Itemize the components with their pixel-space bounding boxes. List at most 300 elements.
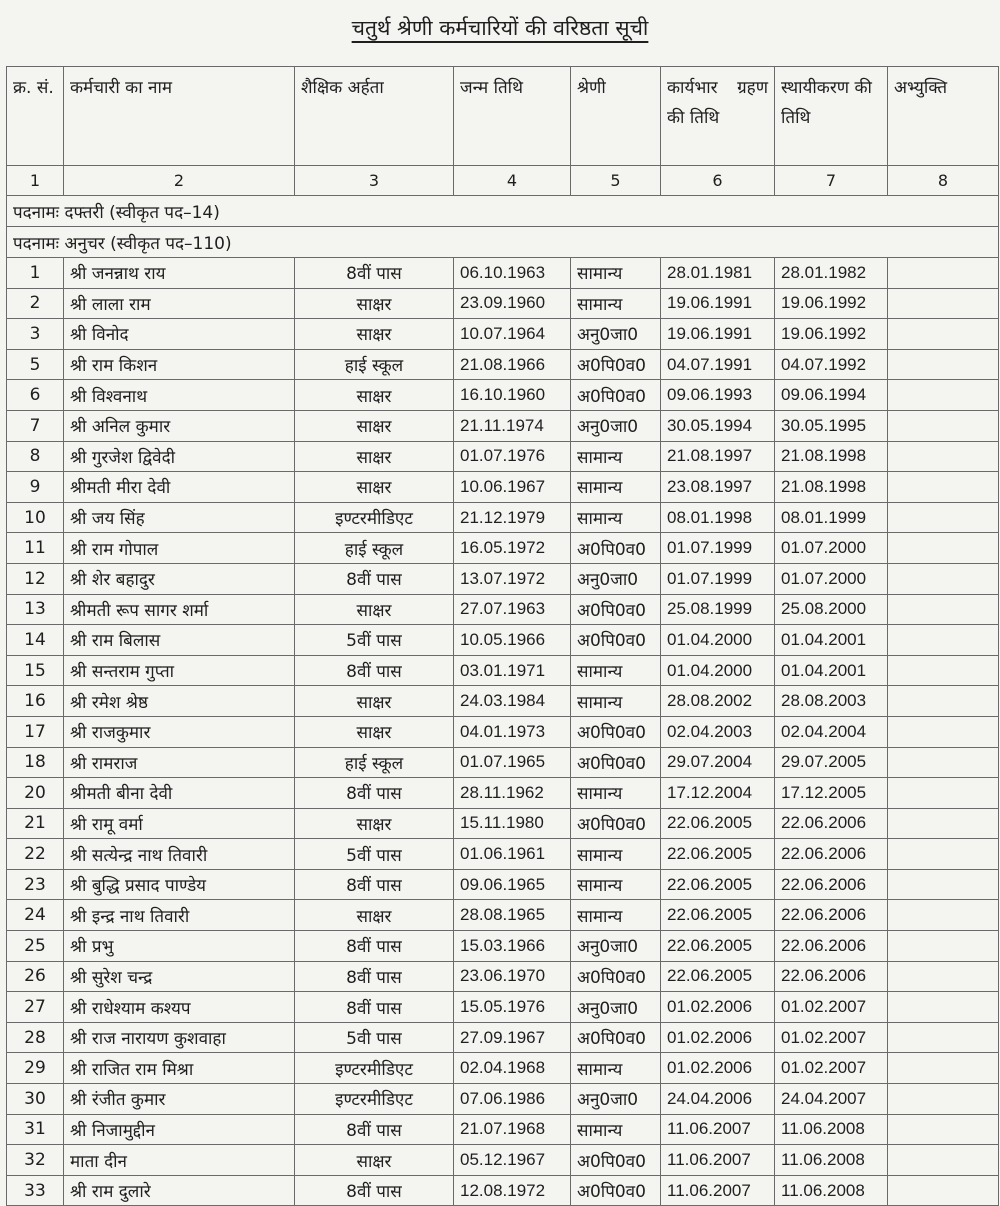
cell-category: सामान्य	[571, 288, 661, 319]
cell-confirmation-date: 01.04.2001	[775, 625, 888, 656]
cell-serial: 7	[7, 410, 64, 441]
table-row	[7, 441, 999, 472]
cell-remarks	[888, 961, 999, 992]
table-row	[7, 1022, 999, 1053]
cell-confirmation-date: 01.07.2000	[775, 563, 888, 594]
cell-remarks	[888, 258, 999, 289]
cell-remarks	[888, 778, 999, 809]
cell-category: अ0पि0व0	[571, 747, 661, 778]
cell-employee-name: श्रीमती मीरा देवी	[64, 472, 295, 503]
cell-employee-name: श्री सत्येन्द्र नाथ तिवारी	[64, 839, 295, 870]
cell-remarks	[888, 1084, 999, 1115]
cell-confirmation-date: 11.06.2008	[775, 1145, 888, 1176]
cell-category: अनु0जा0	[571, 931, 661, 962]
cell-date-of-birth: 04.01.1973	[454, 716, 571, 747]
header-joining-date: कार्यभार ग्रहण की तिथि	[661, 67, 775, 166]
table-row	[7, 533, 999, 564]
cell-joining-date: 25.08.1999	[661, 594, 775, 625]
cell-remarks	[888, 686, 999, 717]
cell-employee-name: श्री राधेश्याम कश्यप	[64, 992, 295, 1023]
cell-serial: 27	[7, 992, 64, 1023]
cell-confirmation-date: 29.07.2005	[775, 747, 888, 778]
cell-confirmation-date: 22.06.2006	[775, 931, 888, 962]
cell-employee-name: श्री लाला राम	[64, 288, 295, 319]
cell-joining-date: 01.02.2006	[661, 992, 775, 1023]
cell-category: अ0पि0व0	[571, 349, 661, 380]
header-dob: जन्म तिथि	[454, 67, 571, 166]
table-row	[7, 472, 999, 503]
cell-qualification: इण्टरमीडिएट	[295, 1084, 454, 1115]
cell-serial: 9	[7, 472, 64, 503]
cell-category: अ0पि0व0	[571, 533, 661, 564]
cell-employee-name: श्री रमेश श्रेष्ठ	[64, 686, 295, 717]
cell-category: सामान्य	[571, 472, 661, 503]
table-row	[7, 1145, 999, 1176]
cell-category: अनु0जा0	[571, 1084, 661, 1115]
cell-remarks	[888, 808, 999, 839]
cell-joining-date: 29.07.2004	[661, 747, 775, 778]
cell-date-of-birth: 28.11.1962	[454, 778, 571, 809]
cell-confirmation-date: 22.06.2006	[775, 869, 888, 900]
document-title-text: चतुर्थ श्रेणी कर्मचारियों की वरिष्ठता सूची	[351, 16, 649, 40]
cell-qualification: साक्षर	[295, 380, 454, 411]
table-row	[7, 349, 999, 380]
cell-confirmation-date: 02.04.2004	[775, 716, 888, 747]
cell-qualification: 8वीं पास	[295, 1175, 454, 1206]
post-heading-row	[7, 227, 999, 258]
cell-remarks	[888, 1114, 999, 1145]
cell-remarks	[888, 563, 999, 594]
cell-remarks	[888, 319, 999, 350]
cell-category: अ0पि0व0	[571, 716, 661, 747]
cell-employee-name: श्री राम गोपाल	[64, 533, 295, 564]
cell-confirmation-date: 01.04.2001	[775, 655, 888, 686]
header-confirmation-date: स्थायीकरण की तिथि	[775, 67, 888, 166]
cell-serial: 23	[7, 869, 64, 900]
cell-date-of-birth: 15.11.1980	[454, 808, 571, 839]
cell-qualification: 8वीं पास	[295, 258, 454, 289]
cell-serial: 29	[7, 1053, 64, 1084]
cell-qualification: साक्षर	[295, 594, 454, 625]
cell-serial: 16	[7, 686, 64, 717]
cell-confirmation-date: 22.06.2006	[775, 808, 888, 839]
cell-serial: 1	[7, 258, 64, 289]
cell-date-of-birth: 21.11.1974	[454, 410, 571, 441]
cell-serial: 14	[7, 625, 64, 656]
cell-qualification: 8वीं पास	[295, 778, 454, 809]
post-heading-daftari: पदनामः दफ्तरी (स्वीकृत पद–14)	[7, 196, 999, 227]
cell-qualification: साक्षर	[295, 808, 454, 839]
cell-serial: 12	[7, 563, 64, 594]
cell-date-of-birth: 06.10.1963	[454, 258, 571, 289]
cell-date-of-birth: 27.09.1967	[454, 1022, 571, 1053]
cell-confirmation-date: 11.06.2008	[775, 1175, 888, 1206]
cell-serial: 20	[7, 778, 64, 809]
table-row	[7, 686, 999, 717]
table-row	[7, 839, 999, 870]
cell-joining-date: 01.02.2006	[661, 1053, 775, 1084]
column-number: 3	[295, 166, 454, 196]
table-row	[7, 716, 999, 747]
cell-category: अ0पि0व0	[571, 1175, 661, 1206]
table-row	[7, 288, 999, 319]
cell-date-of-birth: 23.09.1960	[454, 288, 571, 319]
column-number: 4	[454, 166, 571, 196]
cell-serial: 28	[7, 1022, 64, 1053]
cell-qualification: साक्षर	[295, 900, 454, 931]
cell-qualification: हाई स्कूल	[295, 747, 454, 778]
cell-date-of-birth: 01.07.1976	[454, 441, 571, 472]
cell-serial: 22	[7, 839, 64, 870]
column-number: 1	[7, 166, 64, 196]
table-row	[7, 655, 999, 686]
cell-remarks	[888, 1022, 999, 1053]
cell-employee-name: श्री राम दुलारे	[64, 1175, 295, 1206]
cell-remarks	[888, 594, 999, 625]
cell-serial: 11	[7, 533, 64, 564]
cell-qualification: साक्षर	[295, 319, 454, 350]
cell-date-of-birth: 05.12.1967	[454, 1145, 571, 1176]
cell-date-of-birth: 10.06.1967	[454, 472, 571, 503]
cell-date-of-birth: 07.06.1986	[454, 1084, 571, 1115]
cell-employee-name: श्री जय सिंह	[64, 502, 295, 533]
cell-category: अनु0जा0	[571, 410, 661, 441]
cell-date-of-birth: 21.07.1968	[454, 1114, 571, 1145]
cell-remarks	[888, 992, 999, 1023]
cell-confirmation-date: 21.08.1998	[775, 441, 888, 472]
cell-serial: 2	[7, 288, 64, 319]
cell-remarks	[888, 349, 999, 380]
cell-employee-name: श्री विश्वनाथ	[64, 380, 295, 411]
column-number: 7	[775, 166, 888, 196]
cell-joining-date: 11.06.2007	[661, 1175, 775, 1206]
cell-joining-date: 22.06.2005	[661, 900, 775, 931]
cell-category: अ0पि0व0	[571, 961, 661, 992]
cell-serial: 10	[7, 502, 64, 533]
table-row	[7, 869, 999, 900]
cell-joining-date: 04.07.1991	[661, 349, 775, 380]
table-row	[7, 747, 999, 778]
cell-remarks	[888, 869, 999, 900]
cell-confirmation-date: 01.02.2007	[775, 992, 888, 1023]
cell-serial: 30	[7, 1084, 64, 1115]
cell-serial: 6	[7, 380, 64, 411]
cell-confirmation-date: 22.06.2006	[775, 839, 888, 870]
cell-category: सामान्य	[571, 839, 661, 870]
cell-remarks	[888, 839, 999, 870]
cell-category: सामान्य	[571, 869, 661, 900]
column-number-row	[7, 166, 999, 196]
cell-employee-name: श्री सन्तराम गुप्ता	[64, 655, 295, 686]
cell-date-of-birth: 21.08.1966	[454, 349, 571, 380]
cell-remarks	[888, 1175, 999, 1206]
cell-joining-date: 02.04.2003	[661, 716, 775, 747]
cell-qualification: साक्षर	[295, 686, 454, 717]
cell-employee-name: श्री राम बिलास	[64, 625, 295, 656]
cell-confirmation-date: 21.08.1998	[775, 472, 888, 503]
cell-remarks	[888, 288, 999, 319]
cell-serial: 25	[7, 931, 64, 962]
table-row	[7, 931, 999, 962]
table-row	[7, 992, 999, 1023]
cell-category: अ0पि0व0	[571, 808, 661, 839]
column-number: 5	[571, 166, 661, 196]
cell-confirmation-date: 22.06.2006	[775, 900, 888, 931]
cell-confirmation-date: 09.06.1994	[775, 380, 888, 411]
cell-employee-name: श्री अनिल कुमार	[64, 410, 295, 441]
cell-category: अनु0जा0	[571, 319, 661, 350]
cell-qualification: 8वीं पास	[295, 961, 454, 992]
table-row	[7, 1114, 999, 1145]
cell-employee-name: श्री राजकुमार	[64, 716, 295, 747]
cell-joining-date: 22.06.2005	[661, 839, 775, 870]
header-qualification: शैक्षिक अर्हता	[295, 67, 454, 166]
cell-qualification: हाई स्कूल	[295, 349, 454, 380]
header-serial: क्र. सं.	[7, 67, 64, 166]
cell-confirmation-date: 28.01.1982	[775, 258, 888, 289]
cell-qualification: इण्टरमीडिएट	[295, 1053, 454, 1084]
cell-serial: 8	[7, 441, 64, 472]
header-name: कर्मचारी का नाम	[64, 67, 295, 166]
cell-joining-date: 01.04.2000	[661, 625, 775, 656]
table-row	[7, 258, 999, 289]
cell-employee-name: माता दीन	[64, 1145, 295, 1176]
cell-qualification: 8वीं पास	[295, 563, 454, 594]
cell-qualification: साक्षर	[295, 1145, 454, 1176]
cell-category: अ0पि0व0	[571, 1145, 661, 1176]
table-row	[7, 1053, 999, 1084]
cell-category: अ0पि0व0	[571, 1022, 661, 1053]
cell-category: सामान्य	[571, 686, 661, 717]
cell-category: सामान्य	[571, 778, 661, 809]
cell-qualification: 8वीं पास	[295, 655, 454, 686]
cell-serial: 15	[7, 655, 64, 686]
table-row	[7, 563, 999, 594]
cell-joining-date: 19.06.1991	[661, 319, 775, 350]
cell-joining-date: 21.08.1997	[661, 441, 775, 472]
cell-date-of-birth: 21.12.1979	[454, 502, 571, 533]
cell-date-of-birth: 01.06.1961	[454, 839, 571, 870]
cell-joining-date: 30.05.1994	[661, 410, 775, 441]
cell-category: अ0पि0व0	[571, 625, 661, 656]
document-title	[0, 14, 1000, 42]
cell-joining-date: 11.06.2007	[661, 1145, 775, 1176]
table-row	[7, 961, 999, 992]
cell-date-of-birth: 10.05.1966	[454, 625, 571, 656]
cell-date-of-birth: 23.06.1970	[454, 961, 571, 992]
cell-serial: 3	[7, 319, 64, 350]
cell-date-of-birth: 28.08.1965	[454, 900, 571, 931]
cell-employee-name: श्री निजामुद्दीन	[64, 1114, 295, 1145]
cell-confirmation-date: 22.06.2006	[775, 961, 888, 992]
cell-serial: 32	[7, 1145, 64, 1176]
cell-date-of-birth: 16.05.1972	[454, 533, 571, 564]
cell-remarks	[888, 716, 999, 747]
cell-remarks	[888, 655, 999, 686]
cell-category: सामान्य	[571, 655, 661, 686]
cell-qualification: साक्षर	[295, 441, 454, 472]
column-number: 2	[64, 166, 295, 196]
cell-date-of-birth: 01.07.1965	[454, 747, 571, 778]
cell-serial: 24	[7, 900, 64, 931]
cell-date-of-birth: 13.07.1972	[454, 563, 571, 594]
cell-joining-date: 24.04.2006	[661, 1084, 775, 1115]
cell-employee-name: श्री सुरेश चन्द्र	[64, 961, 295, 992]
cell-joining-date: 19.06.1991	[661, 288, 775, 319]
cell-qualification: 8वीं पास	[295, 1114, 454, 1145]
header-row	[7, 67, 999, 166]
cell-category: अ0पि0व0	[571, 594, 661, 625]
cell-qualification: इण्टरमीडिएट	[295, 502, 454, 533]
cell-serial: 13	[7, 594, 64, 625]
cell-serial: 21	[7, 808, 64, 839]
table-row	[7, 900, 999, 931]
cell-joining-date: 22.06.2005	[661, 961, 775, 992]
cell-employee-name: श्री रंजीत कुमार	[64, 1084, 295, 1115]
cell-remarks	[888, 502, 999, 533]
cell-remarks	[888, 1145, 999, 1176]
cell-confirmation-date: 08.01.1999	[775, 502, 888, 533]
cell-remarks	[888, 747, 999, 778]
cell-employee-name: श्री रामू वर्मा	[64, 808, 295, 839]
post-heading-anuchar: पदनामः अनुचर (स्वीकृत पद–110)	[7, 227, 999, 258]
column-number: 6	[661, 166, 775, 196]
cell-employee-name: श्री राम किशन	[64, 349, 295, 380]
cell-remarks	[888, 533, 999, 564]
cell-confirmation-date: 11.06.2008	[775, 1114, 888, 1145]
cell-serial: 31	[7, 1114, 64, 1145]
cell-confirmation-date: 01.02.2007	[775, 1022, 888, 1053]
cell-qualification: साक्षर	[295, 472, 454, 503]
cell-joining-date: 01.04.2000	[661, 655, 775, 686]
cell-confirmation-date: 01.02.2007	[775, 1053, 888, 1084]
cell-category: अ0पि0व0	[571, 380, 661, 411]
cell-remarks	[888, 625, 999, 656]
cell-serial: 33	[7, 1175, 64, 1206]
cell-serial: 18	[7, 747, 64, 778]
table-row	[7, 808, 999, 839]
cell-qualification: साक्षर	[295, 410, 454, 441]
cell-employee-name: श्री जनन्नाथ राय	[64, 258, 295, 289]
cell-employee-name: श्री प्रभु	[64, 931, 295, 962]
cell-date-of-birth: 09.06.1965	[454, 869, 571, 900]
table-row	[7, 1175, 999, 1206]
cell-joining-date: 01.07.1999	[661, 533, 775, 564]
cell-qualification: 8वीं पास	[295, 869, 454, 900]
cell-remarks	[888, 1053, 999, 1084]
cell-employee-name: श्री विनोद	[64, 319, 295, 350]
seniority-table	[6, 66, 999, 1206]
cell-employee-name: श्रीमती बीना देवी	[64, 778, 295, 809]
cell-category: अनु0जा0	[571, 563, 661, 594]
cell-remarks	[888, 472, 999, 503]
cell-date-of-birth: 02.04.1968	[454, 1053, 571, 1084]
table-row	[7, 778, 999, 809]
cell-qualification: हाई स्कूल	[295, 533, 454, 564]
cell-date-of-birth: 15.03.1966	[454, 931, 571, 962]
cell-employee-name: श्री इन्द्र नाथ तिवारी	[64, 900, 295, 931]
cell-qualification: साक्षर	[295, 716, 454, 747]
table-row	[7, 1084, 999, 1115]
cell-date-of-birth: 15.05.1976	[454, 992, 571, 1023]
table-row	[7, 380, 999, 411]
cell-serial: 26	[7, 961, 64, 992]
cell-confirmation-date: 04.07.1992	[775, 349, 888, 380]
cell-date-of-birth: 10.07.1964	[454, 319, 571, 350]
cell-serial: 17	[7, 716, 64, 747]
cell-date-of-birth: 24.03.1984	[454, 686, 571, 717]
cell-confirmation-date: 24.04.2007	[775, 1084, 888, 1115]
cell-employee-name: श्री शेर बहादुर	[64, 563, 295, 594]
header-remarks: अभ्युक्ति	[888, 67, 999, 166]
cell-confirmation-date: 30.05.1995	[775, 410, 888, 441]
cell-joining-date: 23.08.1997	[661, 472, 775, 503]
cell-date-of-birth: 16.10.1960	[454, 380, 571, 411]
cell-category: सामान्य	[571, 258, 661, 289]
cell-employee-name: श्रीमती रूप सागर शर्मा	[64, 594, 295, 625]
table-row	[7, 319, 999, 350]
table-row	[7, 625, 999, 656]
cell-remarks	[888, 410, 999, 441]
cell-joining-date: 28.01.1981	[661, 258, 775, 289]
cell-category: सामान्य	[571, 1053, 661, 1084]
header-category: श्रेणी	[571, 67, 661, 166]
cell-employee-name: श्री राज नारायण कुशवाहा	[64, 1022, 295, 1053]
cell-category: सामान्य	[571, 441, 661, 472]
cell-joining-date: 11.06.2007	[661, 1114, 775, 1145]
cell-qualification: 5वी पास	[295, 1022, 454, 1053]
cell-serial: 5	[7, 349, 64, 380]
cell-joining-date: 22.06.2005	[661, 931, 775, 962]
cell-joining-date: 17.12.2004	[661, 778, 775, 809]
cell-employee-name: श्री राजित राम मिश्रा	[64, 1053, 295, 1084]
cell-remarks	[888, 380, 999, 411]
cell-category: सामान्य	[571, 1114, 661, 1145]
cell-joining-date: 28.08.2002	[661, 686, 775, 717]
cell-category: सामान्य	[571, 900, 661, 931]
cell-qualification: 8वीं पास	[295, 931, 454, 962]
cell-employee-name: श्री बुद्धि प्रसाद पाण्डेय	[64, 869, 295, 900]
cell-category: अनु0जा0	[571, 992, 661, 1023]
cell-employee-name: श्री रामराज	[64, 747, 295, 778]
cell-confirmation-date: 28.08.2003	[775, 686, 888, 717]
column-number: 8	[888, 166, 999, 196]
cell-qualification: 5वीं पास	[295, 625, 454, 656]
cell-confirmation-date: 25.08.2000	[775, 594, 888, 625]
cell-joining-date: 22.06.2005	[661, 869, 775, 900]
table-row	[7, 410, 999, 441]
cell-confirmation-date: 01.07.2000	[775, 533, 888, 564]
cell-category: सामान्य	[571, 502, 661, 533]
cell-joining-date: 09.06.1993	[661, 380, 775, 411]
cell-remarks	[888, 931, 999, 962]
cell-joining-date: 01.07.1999	[661, 563, 775, 594]
cell-confirmation-date: 17.12.2005	[775, 778, 888, 809]
cell-joining-date: 22.06.2005	[661, 808, 775, 839]
cell-date-of-birth: 03.01.1971	[454, 655, 571, 686]
cell-date-of-birth: 12.08.1972	[454, 1175, 571, 1206]
cell-confirmation-date: 19.06.1992	[775, 288, 888, 319]
cell-joining-date: 01.02.2006	[661, 1022, 775, 1053]
post-heading-row	[7, 196, 999, 227]
cell-qualification: 5वीं पास	[295, 839, 454, 870]
table-row	[7, 594, 999, 625]
cell-employee-name: श्री गुरजेश द्विवेदी	[64, 441, 295, 472]
cell-remarks	[888, 900, 999, 931]
cell-joining-date: 08.01.1998	[661, 502, 775, 533]
cell-confirmation-date: 19.06.1992	[775, 319, 888, 350]
table-row	[7, 502, 999, 533]
